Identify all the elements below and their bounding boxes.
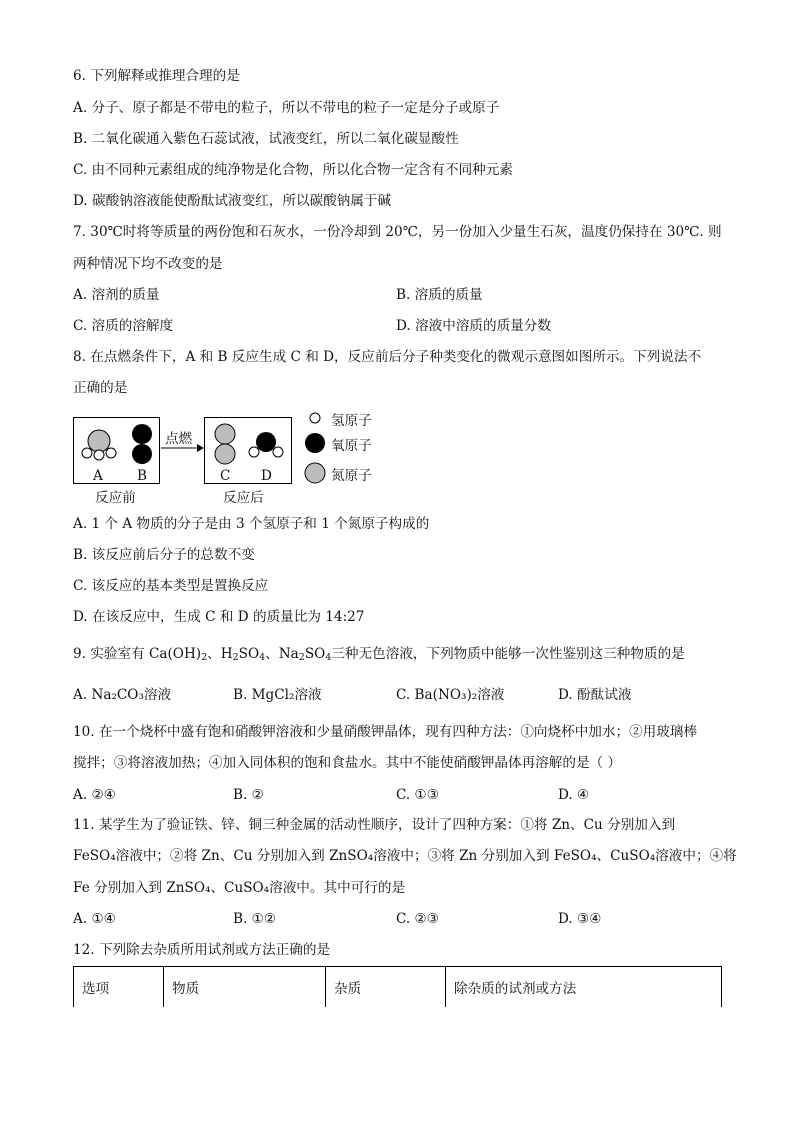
legend-nitrogen-icon xyxy=(305,463,325,483)
q9-stem-part3: SO xyxy=(238,646,260,662)
q9-option-a: A. Na₂CO₃溶液 xyxy=(73,687,172,703)
q8-stem-line2: 正确的是 xyxy=(73,380,128,396)
molecule-a-nitrogen xyxy=(88,430,110,452)
molecule-b-oxygen-2 xyxy=(132,444,152,464)
before-caption: 反应前 xyxy=(95,490,136,506)
q7-option-d: D. 溶液中溶质的质量分数 xyxy=(396,318,551,334)
molecule-d-hydrogen-2 xyxy=(273,447,283,457)
q7-option-c: C. 溶质的溶解度 xyxy=(73,318,174,334)
q6-option-c: C. 由不同种元素组成的纯净物是化合物，所以化合物一定含有不同种元素 xyxy=(73,162,513,178)
arrow-label: 点燃 xyxy=(165,431,193,447)
legend-hydrogen-label: 氢原子 xyxy=(331,413,372,429)
molecule-c-nitrogen-1 xyxy=(215,424,235,444)
reaction-arrow-head xyxy=(197,444,204,452)
q12-table xyxy=(73,966,722,1007)
q9-stem-part1: 9. 实验室有 Ca(OH) xyxy=(73,646,202,662)
q9-stem-part4: 、Na xyxy=(265,646,299,662)
q9-option-c: C. Ba(NO₃)₂溶液 xyxy=(396,687,505,703)
table-header-option: 选项 xyxy=(74,967,164,1008)
after-caption: 反应后 xyxy=(223,490,264,506)
q10-option-b: B. ② xyxy=(233,787,264,803)
molecule-c-nitrogen-2 xyxy=(215,444,235,464)
q9-stem-part6: 三种无色溶液，下列物质中能够一次性鉴别这三种物质的是 xyxy=(331,646,685,662)
legend-nitrogen-label: 氮原子 xyxy=(331,468,372,484)
molecule-d-hydrogen-1 xyxy=(249,447,259,457)
q6-stem: 6. 下列解释或推理合理的是 xyxy=(73,68,240,84)
q8-option-a: A. 1 个 A 物质的分子是由 3 个氢原子和 1 个氮原子构成的 xyxy=(73,516,430,532)
table-header-method: 除杂质的试剂或方法 xyxy=(446,967,722,1008)
q6-option-b: B. 二氧化碳通入紫色石蕊试液，试液变红，所以二氧化碳显酸性 xyxy=(73,131,459,147)
q11-option-d: D. ③④ xyxy=(558,911,602,927)
q9-stem: 9. 实验室有 $Ca(OH)_2$、$H_2SO_4$、$Na_2SO_4$三种无色溶液，下列物质中能够一次性鉴别这三种物质的是 xyxy=(73,646,685,663)
label-d: D xyxy=(261,468,272,484)
q11-stem-line3: Fe 分别加入到 ZnSO₄、CuSO₄溶液中。其中可行的是 xyxy=(73,880,406,896)
label-c: C xyxy=(220,468,231,484)
legend-hydrogen-icon xyxy=(310,413,320,423)
q6-option-d: D. 碳酸钠溶液能使酚酞试液变红，所以碳酸钠属于碱 xyxy=(73,193,392,209)
q7-option-a: A. 溶剂的质量 xyxy=(73,287,160,303)
legend-oxygen-icon xyxy=(305,433,325,453)
q7-option-b: B. 溶质的质量 xyxy=(396,287,483,303)
q11-option-a: A. ①④ xyxy=(73,911,116,927)
q6-option-a: A. 分子、原子都是不带电的粒子，所以不带电的粒子一定是分子或原子 xyxy=(73,100,500,116)
q10-option-d: D. ④ xyxy=(558,787,590,803)
q10-stem-line1: 10. 在一个烧杯中盛有饱和硝酸钾溶液和少量硝酸钾晶体，现有四种方法：①向烧杯中加水；②用玻璃棒 xyxy=(73,724,698,740)
q9-option-b: B. MgCl₂溶液 xyxy=(233,687,322,703)
legend-oxygen-label: 氧原子 xyxy=(331,438,372,454)
q10-stem-line2: 搅拌；③将溶液加热；④加入同体积的饱和食盐水。其中不能使硝酸钾晶体再溶解的是（ ） xyxy=(73,755,622,771)
q7-stem-line2: 两种情况下均不改变的是 xyxy=(73,256,223,272)
reaction-diagram xyxy=(73,412,403,504)
q12-stem: 12. 下列除去杂质所用试剂或方法正确的是 xyxy=(73,942,331,958)
q10-option-c: C. ①③ xyxy=(396,787,439,803)
label-a: A xyxy=(93,468,103,484)
molecule-a-hydrogen-1 xyxy=(82,448,92,458)
label-b: B xyxy=(137,468,147,484)
q11-option-b: B. ①② xyxy=(233,911,277,927)
molecule-b-oxygen-1 xyxy=(132,424,152,444)
q9-stem-part5: SO xyxy=(304,646,326,662)
q8-option-c: C. 该反应的基本类型是置换反应 xyxy=(73,578,269,594)
q7-stem-line1: 7. 30℃时将等质量的两份饱和石灰水，一份冷却到 20℃，另一份加入少量生石灰，温度仍保持在 30℃. 则 xyxy=(73,224,722,240)
q9-stem-part2: 、H xyxy=(207,646,233,662)
q11-stem-line1: 11. 某学生为了验证铁、锌、铜三种金属的活动性顺序，设计了四种方案：①将 Zn、Cu 分别加入到 xyxy=(73,817,676,833)
molecule-d-oxygen xyxy=(256,432,276,452)
table-header-substance: 物质 xyxy=(164,967,326,1008)
table-header-row xyxy=(74,967,722,1008)
molecule-a-hydrogen-3 xyxy=(106,448,116,458)
q10-option-a: A. ②④ xyxy=(73,787,116,803)
q8-option-d: D. 在该反应中，生成 C 和 D 的质量比为 14:27 xyxy=(73,609,365,625)
table-header-impurity: 杂质 xyxy=(326,967,446,1008)
q11-stem-line2: FeSO₄溶液中；②将 Zn、Cu 分别加入到 ZnSO₄溶液中；③将 Zn 分别加入到 FeSO₄、CuSO₄溶液中；④将 xyxy=(73,848,737,864)
q8-stem-line1: 8. 在点燃条件下，A 和 B 反应生成 C 和 D，反应前后分子种类变化的微观示意图如图所示。下列说法不 xyxy=(73,349,702,365)
q9-option-d: D. 酚酞试液 xyxy=(558,687,632,703)
q8-option-b: B. 该反应前后分子的总数不变 xyxy=(73,547,255,563)
molecule-a-hydrogen-2 xyxy=(94,450,104,460)
q11-option-c: C. ②③ xyxy=(396,911,439,927)
